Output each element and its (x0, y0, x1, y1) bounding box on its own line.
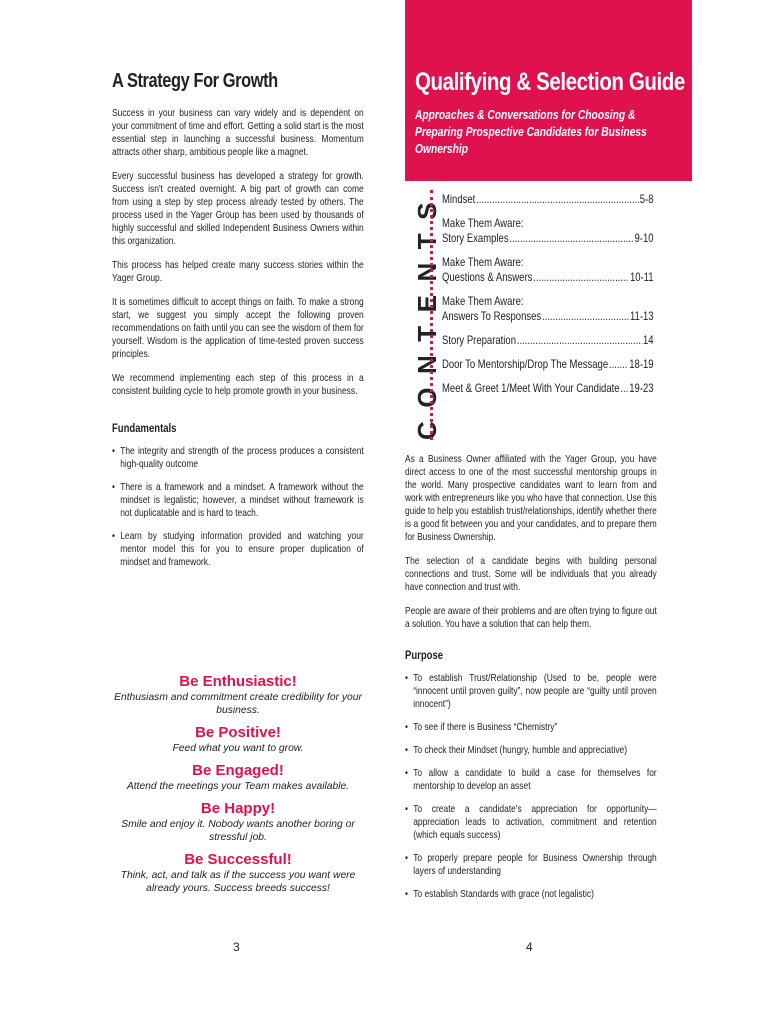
toc-prefix: Make Them Aware: (442, 295, 524, 308)
right-body (405, 453, 657, 911)
toc-entry[interactable] (442, 255, 654, 285)
left-page (112, 70, 364, 579)
toc-pages: 19-23 (629, 382, 654, 395)
list-item: • To create a candidate's appreciation for opportunity—appreciation leads to activation, commitment and retention (which equals success) (405, 803, 657, 842)
guide-header (405, 0, 692, 181)
table-of-contents (442, 192, 702, 405)
be-title: Be Positive! (195, 724, 281, 741)
fundamentals-heading: Fundamentals (112, 422, 177, 435)
toc-leader (542, 309, 629, 324)
toc-title: Mindset (442, 193, 476, 206)
toc-prefix: Make Them Aware: (442, 217, 524, 230)
toc-leader (517, 333, 642, 348)
guide-subtitle: Approaches & Conversations for Choosing & Preparing Prospective Candidates for Business Ownership (415, 108, 647, 156)
be-title: Be Engaged! (192, 762, 284, 779)
be-item (112, 799, 364, 844)
left-content (112, 70, 364, 569)
toc-title: Door To Mentorship/Drop The Message (442, 358, 609, 371)
toc-prefix: Make Them Aware: (442, 256, 524, 269)
toc-pages: 18-19 (629, 358, 654, 371)
toc-leader (609, 357, 629, 372)
toc-pages: 10-11 (629, 271, 654, 284)
success-stories-paragraph: This process has helped create many success stories within the Yager Group. (112, 260, 364, 284)
toc-entry[interactable] (442, 216, 654, 246)
fundamentals-list (112, 445, 364, 569)
list-item: • To check their Mindset (hungry, humble and appreciative) (405, 744, 657, 757)
purpose-list (405, 672, 657, 901)
toc-entry[interactable] (442, 294, 654, 324)
list-item: • To see if there is Business “Chemistry” (405, 721, 657, 734)
be-item (112, 761, 364, 793)
list-item: • To establish Standards with grace (not legalistic) (405, 888, 657, 901)
intro-paragraph: Success in your business can vary widely and is dependent on your commitment of time and effort. Getting a solid start is the most essential step in launching a successful business. Momentum attracts other sharp, ambitious people like a magnet. (112, 108, 364, 158)
be-text: Think, act, and talk as if the success you want were already yours. Success breeds success! (120, 870, 356, 894)
be-title: Be Enthusiastic! (179, 673, 297, 690)
toc-leader (509, 231, 633, 246)
toc-entry[interactable] (442, 357, 654, 372)
toc-pages: 5-8 (639, 193, 654, 206)
be-item (112, 672, 364, 717)
toc-pages: 14 (642, 334, 654, 347)
right-content (405, 453, 657, 901)
page-number-left: 3 (233, 940, 240, 954)
be-text: Attend the meetings your Team makes available. (126, 781, 350, 792)
toc-leader (533, 270, 629, 285)
toc-title: Story Preparation (442, 334, 516, 347)
toc-leader (476, 192, 639, 207)
page-number-right: 4 (526, 940, 533, 954)
toc-title: Questions & Answers (442, 271, 533, 284)
be-text: Feed what you want to grow. (172, 743, 304, 754)
toc-pages: 9-10 (634, 232, 654, 245)
list-item: • There is a framework and a mindset. A framework without the mindset is legalistic; however, a mindset without framework is not duplicatable and is hard to teach. (112, 481, 364, 520)
guide-title: Qualifying & Selection Guide (415, 68, 685, 96)
be-list (112, 672, 364, 901)
toc-title: Story Examples (442, 232, 509, 245)
toc-entry[interactable] (442, 192, 654, 207)
recommend-paragraph: We recommend implementing each step of this process in a consistent building cycle to help promote growth in your business. (112, 373, 364, 397)
contents-dotted-rule (430, 190, 437, 440)
problems-paragraph: People are aware of their problems and are often trying to figure out a solution. You have a solution that can help them. (405, 606, 657, 630)
purpose-heading: Purpose (405, 649, 444, 662)
be-item (112, 850, 364, 895)
be-title: Be Successful! (184, 851, 292, 868)
page-title: A Strategy For Growth (112, 70, 278, 92)
list-item: • To properly prepare people for Business Ownership through layers of understanding (405, 852, 657, 878)
toc-list (442, 192, 654, 396)
toc-entry[interactable] (442, 333, 654, 348)
faith-paragraph: It is sometimes difficult to accept things on faith. To make a strong start, we suggest you simply accept the following proven recommendations on faith until you can see the wisdom of them for yourself. Wisdom is the application of time-tested proven success principles. (112, 297, 364, 360)
toc-entry[interactable] (442, 381, 654, 396)
toc-title: Answers To Responses (442, 310, 542, 323)
strategy-paragraph: Every successful business has developed a strategy for growth. Success isn't created overnight. A big part of growth can come from using a step by step process already tested by others. The process used in the Yager Group has been used by thousands of highly successful and skilled Independent Business Owners within this organization. (112, 171, 364, 247)
be-title: Be Happy! (200, 800, 276, 817)
list-item: • To allow a candidate to build a case for themselves for mentorship to develop an asset (405, 767, 657, 793)
toc-title: Meet & Greet 1/Meet With Your Candidate (442, 382, 620, 395)
toc-pages: 11-13 (629, 310, 654, 323)
selection-paragraph: The selection of a candidate begins with building personal connections and trust. Some will be individuals that you already have connection and trust with. (405, 556, 657, 593)
list-item: • The integrity and strength of the process produces a consistent high-quality outcome (112, 445, 364, 471)
toc-leader (620, 381, 628, 396)
be-text: Smile and enjoy it. Nobody wants another boring or stressful job. (121, 819, 355, 843)
contents-label: CONTENTS (412, 189, 442, 440)
affiliation-paragraph: As a Business Owner affiliated with the Yager Group, you have direct access to one of the most successful mentorship groups in the world. Many prospective candidates want to learn from and work with entrepreneurs like you who have that connection. Use this guide to help you establish trust/relationships, identify whether there is a good fit between you and your candidates, and to prepare them for Business Ownership. (405, 454, 657, 543)
list-item: • To establish Trust/Relationship (Used to be, people were “innocent until proven guilty”, now people are “guilty until proven innocent”) (405, 672, 657, 711)
list-item: • Learn by studying information provided and watching your mentor model this for you to ensure proper duplication of mindset and framework. (112, 530, 364, 569)
be-text: Enthusiasm and commitment create credibility for your business. (114, 692, 362, 716)
be-item (112, 723, 364, 755)
